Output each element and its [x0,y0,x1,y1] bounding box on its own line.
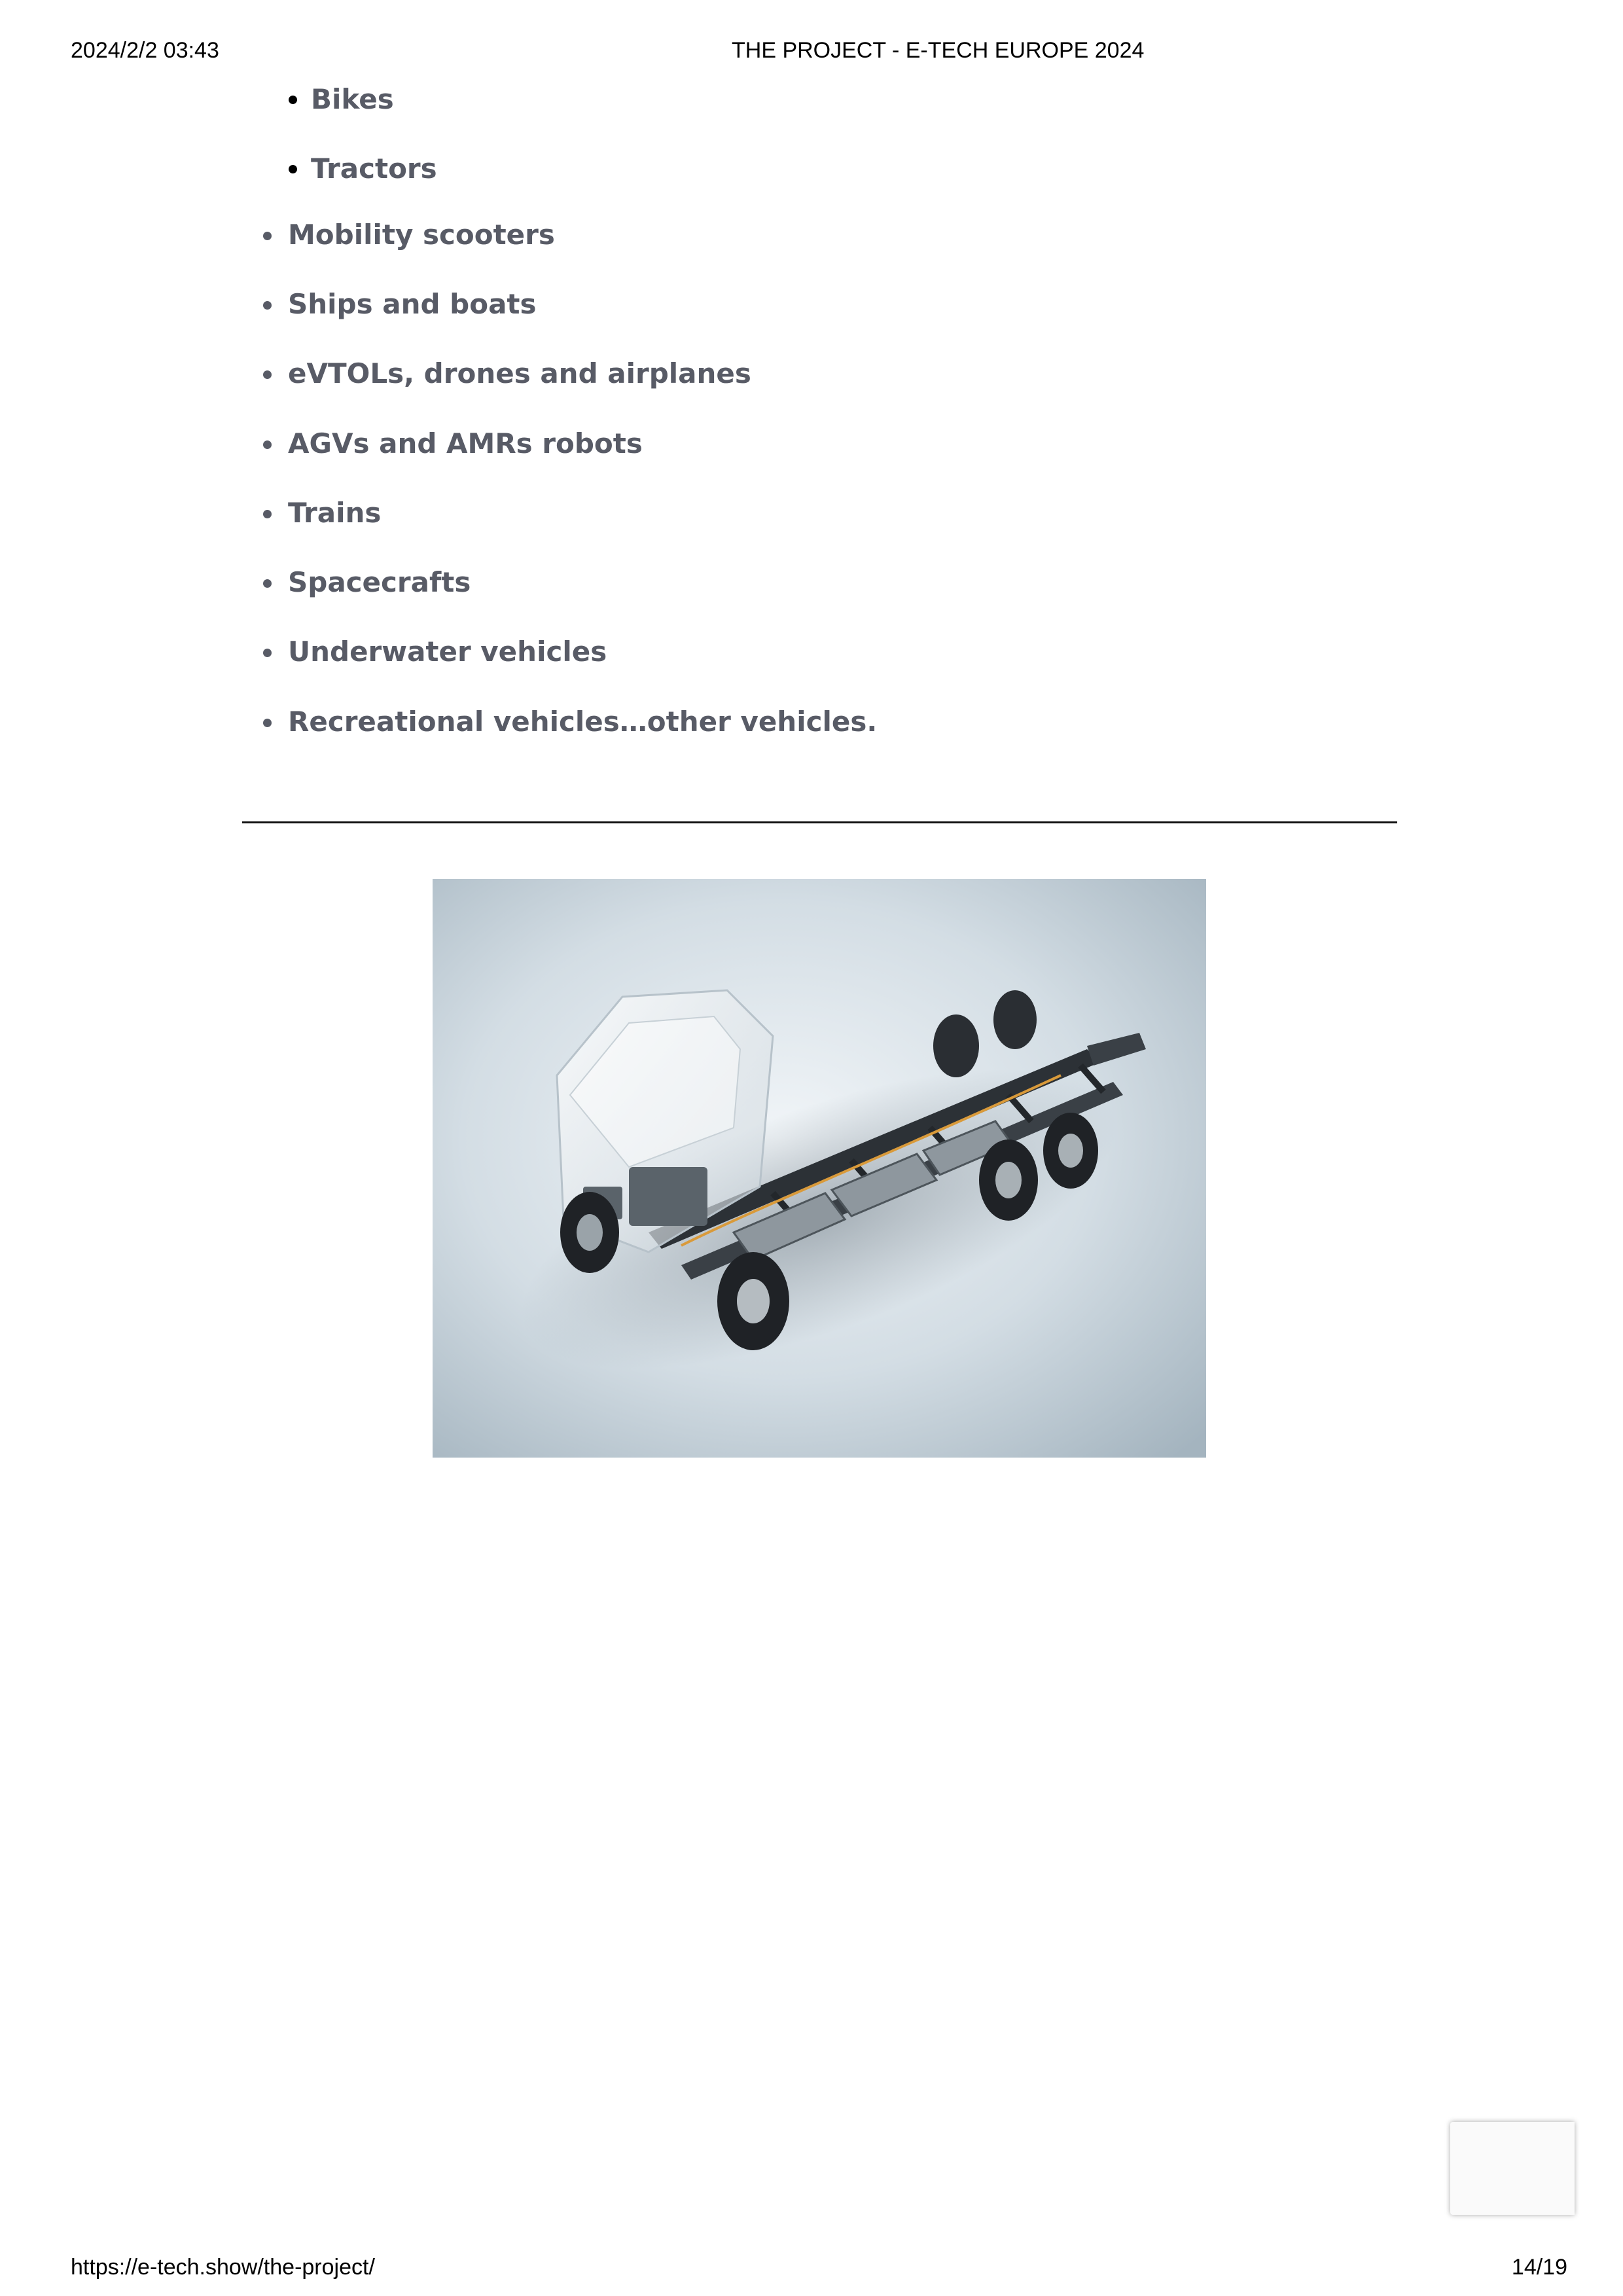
print-date: 2024/2/2 03:43 [71,38,219,63]
bullet-icon [263,301,272,310]
print-page-number: 14/19 [1511,2255,1567,2280]
list-item-ships-and-boats: Ships and boats [288,288,537,320]
bullet-icon [263,510,272,518]
list-item-trains: Trains [288,497,382,529]
list-item-tractors: Tractors [311,152,437,185]
bullet-icon [263,232,272,240]
print-page-title: THE PROJECT - E-TECH EUROPE 2024 [732,38,1145,63]
bullet-icon [263,579,272,588]
list-item-agvs-amrs: AGVs and AMRs robots [288,427,643,459]
bullet-icon [263,649,272,657]
print-url: https://e-tech.show/the-project/ [71,2255,375,2280]
bullet-icon [289,165,297,173]
list-item-mobility-scooters: Mobility scooters [288,219,555,251]
bullet-icon [289,96,297,104]
recaptcha-badge[interactable] [1450,2122,1575,2215]
horizontal-divider [242,821,1397,823]
bullet-icon [263,719,272,727]
list-item-recreational-vehicles: Recreational vehicles…other vehicles. [288,706,878,738]
bullet-icon [263,440,272,449]
bullet-icon [263,370,272,379]
list-item-underwater-vehicles: Underwater vehicles [288,636,607,668]
list-item-bikes: Bikes [311,83,394,115]
list-item-evtols: eVTOLs, drones and airplanes [288,357,751,389]
truck-chassis-image [433,879,1206,1458]
list-item-spacecrafts: Spacecrafts [288,566,471,598]
